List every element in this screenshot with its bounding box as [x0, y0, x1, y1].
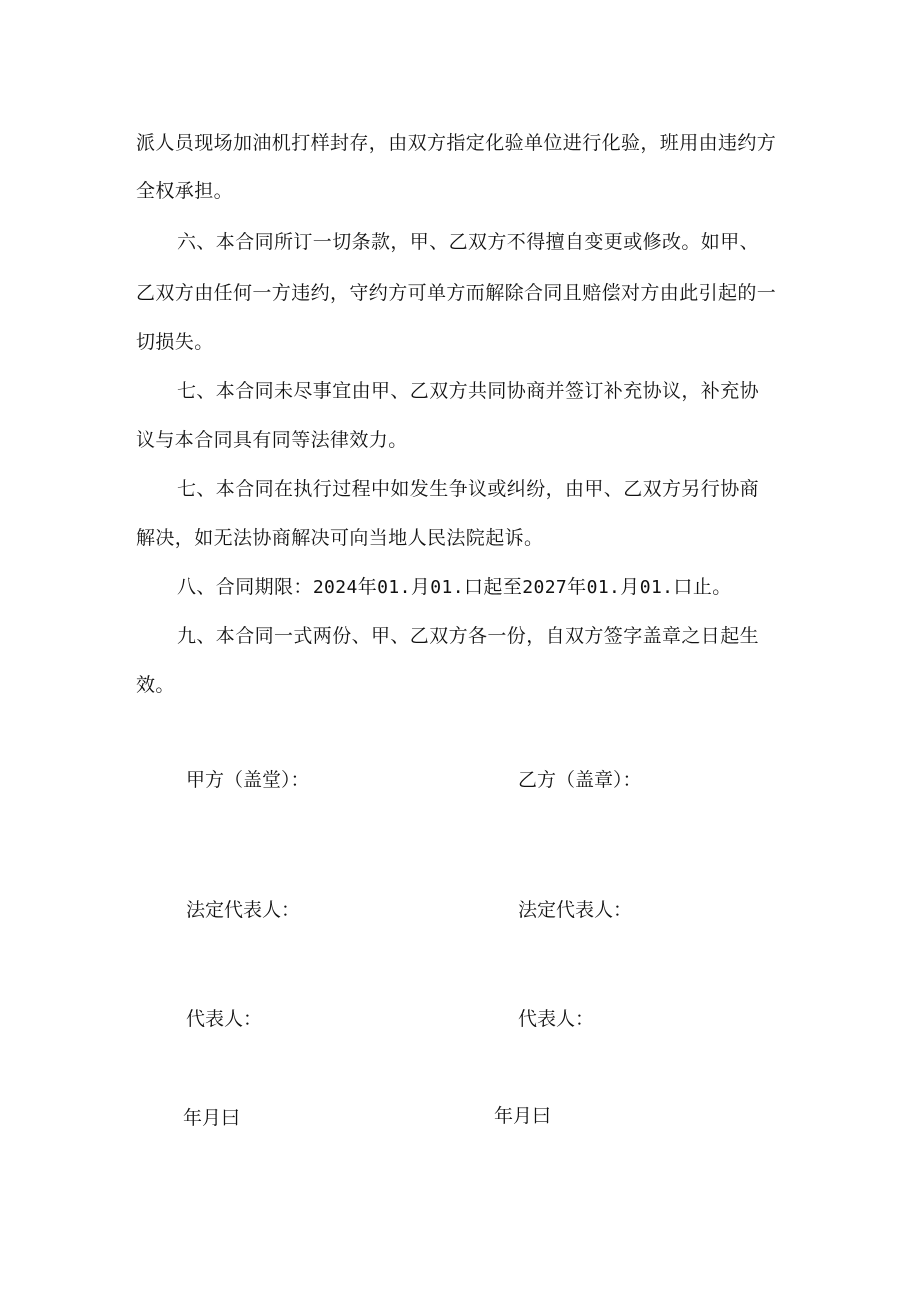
clause-six-line: 乙双方由任何一方违约，守约方可单方而解除合同且赔偿对方由此引起的一 — [136, 282, 777, 304]
party-b-seal-label: 乙方（盖章）： — [518, 769, 642, 791]
term-prefix: 八、合同期限： — [177, 576, 313, 598]
clause-seven-line: 议与本合同具有同等法律效力。 — [136, 429, 408, 451]
clause-seven-dispute-line: 七、本合同在执行过程中如发生争议或纠纷，由甲、乙双方另行协商 — [177, 478, 760, 500]
party-a-rep-label: 代表人： — [186, 1008, 263, 1030]
term-end-month: 01. — [586, 577, 621, 598]
clause-line: 派人员现场加油机打样封存，由双方指定化验单位进行化验，班用由违约方 — [136, 132, 777, 154]
party-a-seal-label: 甲方（盖堂）： — [186, 769, 310, 791]
clause-eight-term — [177, 563, 732, 612]
term-year-char: 年 — [357, 576, 378, 598]
term-end-day: 01. — [639, 577, 674, 598]
term-start-month: 01. — [377, 577, 411, 598]
term-month-char: 月 — [620, 576, 640, 598]
clause-seven-dispute-line: 解决，如无法协商解决可向当地人民法院起诉。 — [136, 527, 544, 549]
term-start-year: 2024 — [312, 577, 358, 598]
term-end-suffix: 口止。 — [673, 576, 732, 598]
party-b-date-label: 年月曰 — [494, 1105, 552, 1127]
term-month-char: 月 — [410, 576, 431, 598]
clause-line: 全权承担。 — [136, 180, 234, 202]
clause-six-line: 切损失。 — [136, 331, 214, 353]
term-end-year: 2027 — [522, 577, 568, 598]
clause-six-line: 六、本合同所订一切条款，甲、乙双方不得擅自变更或修改。如甲、 — [177, 231, 760, 253]
party-a-legal-rep-label: 法定代表人： — [186, 899, 301, 921]
party-b-rep-label: 代表人： — [518, 1008, 595, 1030]
term-start-day: 01. — [430, 577, 465, 598]
party-b-legal-rep-label: 法定代表人： — [518, 899, 633, 921]
clause-seven-line: 七、本合同未尽事宜由甲、乙双方共同协商并签订补充协议，补充协 — [177, 380, 760, 402]
clause-nine-line: 效。 — [136, 674, 175, 696]
term-year-char: 年 — [567, 576, 587, 598]
clause-nine-line: 九、本合同一式两份、甲、乙双方各一份，自双方签字盖章之日起生 — [177, 625, 760, 647]
term-start-suffix: 口起至 — [464, 576, 523, 598]
party-a-date-label: 年月曰 — [183, 1107, 241, 1129]
